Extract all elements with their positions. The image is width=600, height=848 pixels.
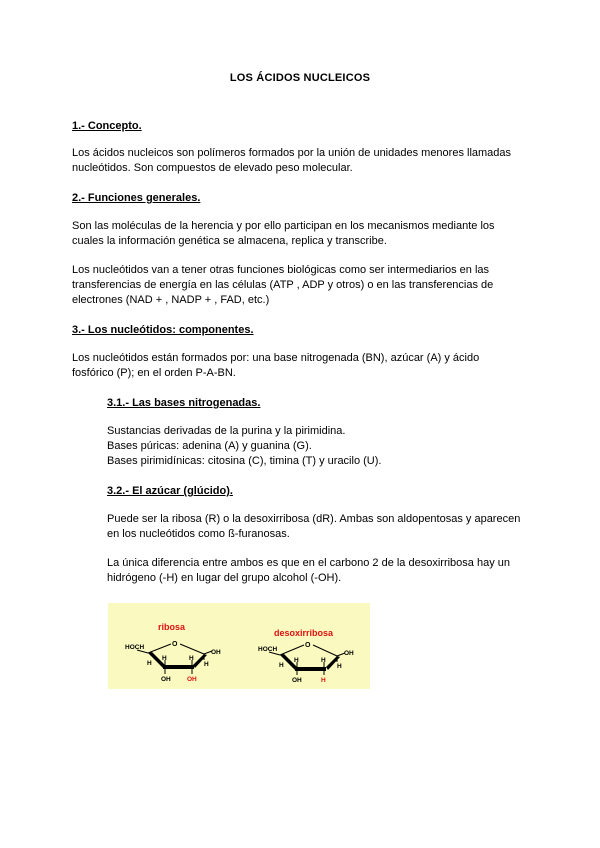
deoxyribose-h-c3: H bbox=[294, 657, 299, 664]
heading-componentes: 3.- Los nucleótidos: componentes. bbox=[72, 324, 254, 336]
bond bbox=[313, 645, 337, 656]
text-line: en los nucleótidos como ß-furanosas. bbox=[107, 528, 290, 540]
ribose-c1-oh: OH bbox=[211, 649, 221, 656]
sugar-structures-svg bbox=[108, 603, 370, 689]
paragraph-bases bbox=[107, 424, 577, 469]
deoxyribose-c3-oh: OH bbox=[292, 677, 302, 684]
deoxyribose-c1-oh: OH bbox=[344, 650, 354, 657]
heading-concepto: 1.- Concepto. bbox=[72, 120, 142, 132]
deoxyribose-c2-h: H bbox=[321, 677, 326, 684]
ribose-structure bbox=[125, 622, 221, 683]
ribose-c2-oh: OH bbox=[187, 676, 197, 683]
ribose-label: ribosa bbox=[158, 622, 186, 632]
ribose-h-c4: H bbox=[147, 660, 152, 667]
ribose-ring-oxygen: O bbox=[172, 641, 178, 648]
bond bbox=[180, 644, 204, 654]
page-title: LOS ÁCIDOS NUCLEICOS bbox=[229, 72, 371, 84]
text-line: transferencias de energía en las células (ATP , ADP y otros) o en las transferencias de bbox=[72, 279, 494, 291]
ribose-h-c1: H bbox=[204, 661, 209, 668]
bond-bold bbox=[295, 667, 326, 671]
sugar-structures-figure bbox=[108, 603, 370, 689]
deoxyribose-structure bbox=[258, 628, 354, 684]
deoxyribose-h-c4: H bbox=[279, 662, 284, 669]
text-line: Bases púricas: adenina (A) y guanina (G). bbox=[107, 440, 312, 452]
paragraph-funciones-1 bbox=[72, 219, 542, 249]
ribose-ch2oh: HOCH bbox=[125, 644, 145, 651]
deoxyribose-ring-oxygen: O bbox=[305, 642, 311, 649]
text-line: La única diferencia entre ambos es que en el carbono 2 de la desoxirribosa hay un bbox=[107, 557, 510, 569]
text-line: Los nucleótidos van a tener otras funciones biológicas como ser intermediarios en las bbox=[72, 264, 490, 276]
text-line: Los ácidos nucleicos son polímeros formados por la unión de unidades menores llamadas bbox=[72, 147, 512, 159]
text-line: electrones (NAD + , NADP + , FAD, etc.) bbox=[72, 294, 270, 306]
paragraph-funciones-2 bbox=[72, 263, 542, 308]
bond bbox=[280, 645, 304, 655]
deoxyribose-h-c2: H bbox=[321, 657, 326, 664]
bond-bold bbox=[163, 665, 194, 669]
text-line: hidrógeno (-H) en lugar del grupo alcohol (-OH). bbox=[107, 572, 342, 584]
text-line: Son las moléculas de la herencia y por ello participan en los mecanismos mediante los bbox=[72, 220, 495, 232]
heading-azucar: 3.2.- El azúcar (glúcido). bbox=[107, 485, 233, 497]
paragraph-concepto bbox=[72, 146, 542, 176]
ribose-c3-oh: OH bbox=[161, 676, 171, 683]
text-line: Los nucleótidos están formados por: una base nitrogenada (BN), azúcar (A) y ácido bbox=[72, 352, 480, 364]
ribose-h-c2: H bbox=[189, 655, 194, 662]
text-line: cuales la información genética se almacena, replica y transcribe. bbox=[72, 235, 387, 247]
text-line: Bases pirimidínicas: citosina (C), timina (T) y uracilo (U). bbox=[107, 455, 382, 467]
text-line: Sustancias derivadas de la purina y la pirimidina. bbox=[107, 425, 346, 437]
text-line: fosfórico (P); en el orden P-A-BN. bbox=[72, 367, 236, 379]
heading-funciones: 2.- Funciones generales. bbox=[72, 192, 201, 204]
paragraph-azucar-2 bbox=[107, 556, 577, 586]
deoxyribose-h-c1: H bbox=[337, 663, 342, 670]
heading-bases: 3.1.- Las bases nitrogenadas. bbox=[107, 397, 261, 409]
paragraph-azucar-1 bbox=[107, 512, 577, 542]
paragraph-componentes bbox=[72, 351, 542, 381]
ribose-h-c3: H bbox=[162, 655, 167, 662]
bond bbox=[148, 644, 171, 653]
text-line: nucleótidos. Son compuestos de elevado peso molecular. bbox=[72, 162, 353, 174]
deoxyribose-ch2oh: HOCH bbox=[258, 646, 278, 653]
text-line: Puede ser la ribosa (R) o la desoxirribosa (dR). Ambas son aldopentosas y aparecen bbox=[107, 513, 521, 525]
deoxyribose-label: desoxirribosa bbox=[274, 628, 334, 638]
